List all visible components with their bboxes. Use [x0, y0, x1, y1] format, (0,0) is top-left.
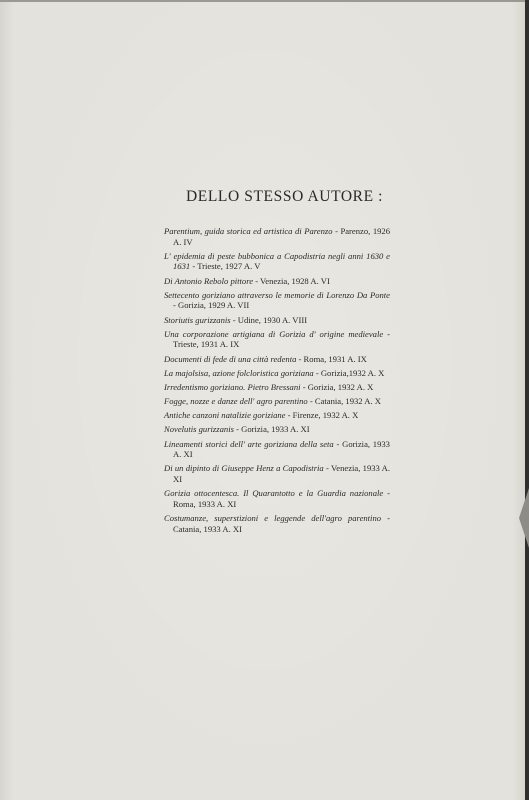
work-item: [164, 315, 390, 326]
work-item: [164, 463, 390, 484]
work-details: - Roma, 1933 A. XI: [173, 488, 390, 509]
work-details: - Venezia, 1928 A. VI: [253, 275, 330, 286]
work-title: Gorizia ottocentesca. Il Quarantotto e la Guardia nazionale: [164, 488, 384, 499]
work-title: Costumanze, superstizioni e leggende dell'agro parentino: [164, 512, 382, 523]
work-item: [164, 488, 390, 509]
work-item: [164, 354, 390, 365]
work-title: Settecento goriziano attraverso le memorie di Lorenzo Da Ponte: [164, 289, 390, 300]
work-details: - Gorizia, 1932 A. X: [300, 381, 374, 392]
work-details: - Gorizia, 1933 A. XI: [233, 424, 310, 435]
page-right-edge: [525, 0, 529, 800]
work-title: La majolsisa, azione folcloristica goriziana: [164, 367, 314, 378]
work-item: [164, 251, 390, 272]
work-title: Di un dipinto di Giuseppe Henz a Capodistria: [164, 463, 324, 474]
work-item: [164, 290, 390, 311]
work-details: - Venezia, 1933 A. XI: [173, 463, 391, 484]
work-details: - Roma, 1931 A. IX: [296, 353, 367, 364]
work-details: - Gorizia, 1933 A. XI: [173, 438, 390, 460]
work-title: Di Antonio Rebolo pittore: [164, 275, 254, 286]
work-details: - Parenzo, 1926 A. IV: [173, 226, 391, 247]
page-heading: DELLO STESSO AUTORE :: [186, 188, 384, 205]
work-item: [164, 368, 390, 379]
page-edge-notch: [519, 488, 529, 548]
work-item: [164, 410, 390, 421]
work-title: Irredentismo goriziano. Pietro Bressani: [164, 381, 301, 392]
work-details: - Udine, 1930 A. VIII: [230, 314, 308, 325]
work-details: - Gorizia,1932 A. X: [313, 367, 385, 378]
work-title: Novelutis gurizzanis: [164, 424, 234, 435]
work-title: Fogge, nozze e danze dell' agro parentino: [164, 396, 308, 407]
work-item: [164, 439, 390, 460]
work-title: Storiutis gurizzanis: [164, 314, 231, 325]
work-details: - Catania, 1933 A. XI: [173, 512, 390, 534]
works-list: [164, 226, 390, 538]
work-details: - Trieste, 1927 A. V: [190, 261, 261, 272]
work-item: [164, 396, 390, 407]
work-details: - Gorizia, 1929 A. VII: [173, 300, 250, 311]
work-item: [164, 513, 390, 534]
work-item: [164, 382, 390, 393]
work-details: - Firenze, 1932 A. X: [285, 410, 359, 421]
work-details: - Catania, 1932 A. X: [307, 396, 381, 407]
work-title: Documenti di fede di una città redenta: [164, 353, 297, 364]
work-title: Lineamenti storici dell' arte goriziana della seta: [164, 438, 334, 449]
work-title: Antiche canzoni natalizie goriziane: [164, 410, 286, 421]
work-item: [164, 424, 390, 435]
work-details: - Trieste, 1931 A. IX: [173, 328, 391, 350]
page-top-edge: [0, 0, 529, 2]
work-title: Parentium, guida storica ed artistica di Parenzo: [164, 226, 333, 236]
work-title: L' epidemia di peste bubbonica a Capodistria negli anni 1630 e 1631: [164, 250, 390, 272]
work-item: [164, 329, 390, 350]
work-title: Una corporazione artigiana di Gorizia d' origine medievale: [164, 328, 384, 339]
work-item: [164, 226, 390, 247]
work-item: [164, 276, 390, 287]
